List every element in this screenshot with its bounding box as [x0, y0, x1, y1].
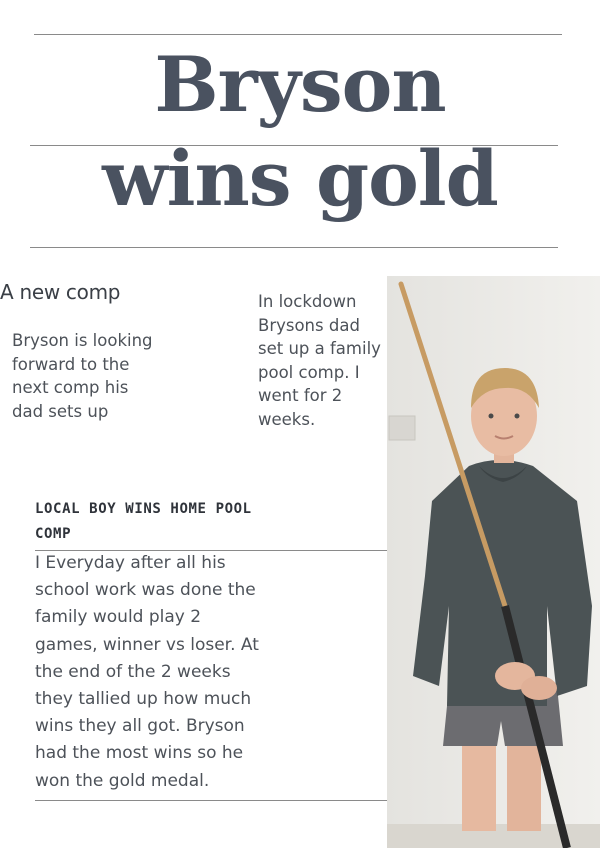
boy-holding-pool-cue-icon: [387, 276, 600, 848]
section-heading: A new comp: [0, 280, 121, 304]
intro-left-paragraph: Bryson is looking forward to the next comp his dad sets up: [12, 331, 153, 421]
article-body: I Everyday after all his school work was done the family would play 2 games, winner vs loser. At the end of the 2 weeks they tallied up how much wins they all got. Bryson had the most wins so he won the gold medal.: [35, 553, 259, 791]
article-bottom-rule: [35, 800, 387, 801]
page-title-line-2: wins gold: [102, 134, 498, 223]
photo-illustration: [387, 276, 600, 848]
title-bottom-rule: [30, 247, 558, 248]
page-title-line-1: Bryson: [154, 40, 446, 129]
article-heading: LOCAL BOY WINS HOME POOL COMP: [35, 501, 252, 542]
top-rule: [34, 34, 562, 35]
intro-right-paragraph: In lockdown Brysons dad set up a family pool comp. I went for 2 weeks.: [258, 292, 381, 429]
